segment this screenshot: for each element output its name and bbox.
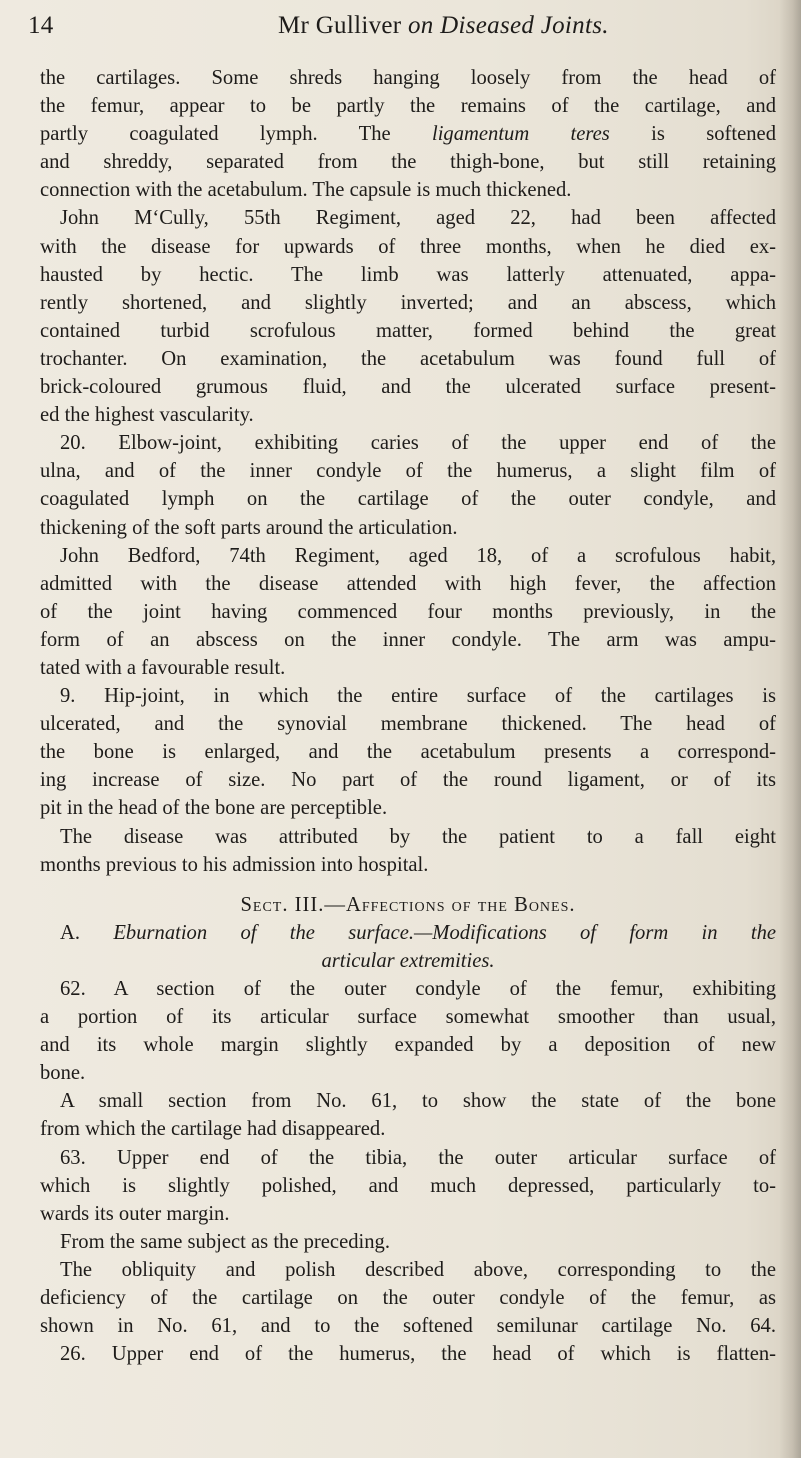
text-line: deficiency of the cartilage on the outer condyle of the femur, as <box>40 1287 776 1310</box>
text-line: from which the cartilage had disappeared. <box>40 1118 386 1141</box>
text-line: ed the highest vascularity. <box>40 404 254 427</box>
running-title-author: Mr Gulliver <box>278 12 408 39</box>
page-body <box>40 64 776 1368</box>
text-line: rently shortened, and slightly inverted; and an abscess, which <box>40 291 776 314</box>
section-heading: Sect. III.—Affections of the Bones. <box>240 893 576 916</box>
latin-term: ligamentum teres <box>431 123 610 146</box>
text-line: From the same subject as the preceding. <box>60 1230 390 1253</box>
text-line: and shreddy, separated from the thigh-bone, but still retaining <box>40 151 776 174</box>
text-line: the bone is enlarged, and the acetabulum presents a correspond- <box>40 741 776 764</box>
text-line: partly coagulated lymph. The ligamentum teres is softened <box>40 123 776 146</box>
text-line: form of an abscess on the inner condyle. The arm was ampu- <box>40 628 776 651</box>
text-line: John M‘Cully, 55th Regiment, aged 22, had been affected <box>60 207 776 230</box>
text-line: 62. A section of the outer condyle of the femur, exhibiting <box>60 978 776 1000</box>
text-line: 26. Upper end of the humerus, the head of which is flatten- <box>60 1343 776 1366</box>
text-line: of the joint having commenced four months previously, in the <box>40 600 776 623</box>
text-line: hausted by hectic. The limb was latterly attenuated, appa- <box>40 263 776 286</box>
text-line: ulna, and of the inner condyle of the humerus, a slight film of <box>40 460 776 483</box>
subsection-heading-continued: articular extremities. <box>321 949 495 972</box>
text-line: which is slightly polished, and much depressed, particularly to- <box>40 1174 776 1197</box>
text-line: ing increase of size. No part of the round ligament, or of its <box>40 769 776 792</box>
text-line: admitted with the disease attended with high fever, the affection <box>40 572 776 595</box>
text-line: contained turbid scrofulous matter, formed behind the great <box>40 319 776 342</box>
text-line: 9. Hip-joint, in which the entire surface of the cartilages is <box>60 685 776 708</box>
text-line: The obliquity and polish described above, corresponding to the <box>60 1258 776 1281</box>
text-line: the femur, appear to be partly the remains of the cartilage, and <box>40 95 776 118</box>
text-line: connection with the acetabulum. The capsule is much thickened. <box>40 179 572 202</box>
text-line: wards its outer margin. <box>40 1202 230 1225</box>
running-title <box>278 8 609 44</box>
running-header <box>28 8 768 44</box>
page-edge-shadow <box>779 0 801 1458</box>
text-line: with the disease for upwards of three months, when he died ex- <box>40 235 776 258</box>
text-line: tated with a favourable result. <box>40 656 286 679</box>
running-title-subject: on Diseased Joints. <box>407 12 609 39</box>
subsection-heading: A. Eburnation of the surface.—Modifications of form in the <box>60 921 776 944</box>
text-line: coagulated lymph on the cartilage of the outer condyle, and <box>40 488 776 511</box>
text-line: months previous to his admission into hospital. <box>40 853 429 876</box>
text-line: 20. Elbow-joint, exhibiting caries of the upper end of the <box>60 432 776 455</box>
text-line: brick-coloured grumous fluid, and the ulcerated surface present- <box>40 376 776 399</box>
text-line: trochanter. On examination, the acetabulum was found full of <box>40 347 776 370</box>
page-number: 14 <box>28 12 54 39</box>
text-line: the cartilages. Some shreds hanging loosely from the head of <box>40 67 776 89</box>
text-line: 63. Upper end of the tibia, the outer articular surface of <box>60 1146 776 1169</box>
text-line: John Bedford, 74th Regiment, aged 18, of a scrofulous habit, <box>60 544 776 567</box>
text-line: The disease was attributed by the patient to a fall eight <box>60 825 776 848</box>
text-line: A small section from No. 61, to show the state of the bone <box>60 1090 776 1113</box>
text-line: bone. <box>40 1062 86 1085</box>
text-line: thickening of the soft parts around the articulation. <box>40 516 458 539</box>
text-line: a portion of its articular surface somewhat smoother than usual, <box>40 1006 776 1029</box>
text-line: pit in the head of the bone are perceptible. <box>40 797 388 820</box>
text-line: shown in No. 61, and to the softened semilunar cartilage No. 64. <box>40 1315 776 1338</box>
text-line: ulcerated, and the synovial membrane thickened. The head of <box>40 713 776 736</box>
text-line: and its whole margin slightly expanded by a deposition of new <box>40 1034 776 1057</box>
